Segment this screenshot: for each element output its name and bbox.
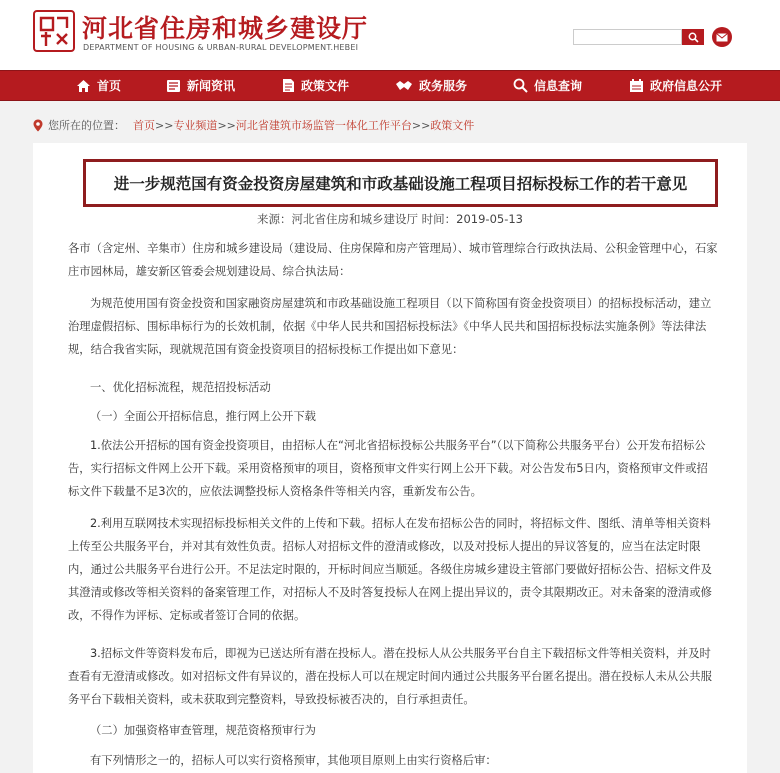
breadcrumb-home[interactable]: 首页 <box>133 119 155 132</box>
subsection-heading: （一）全面公开招标信息，推行网上公开下载 <box>90 410 316 423</box>
handshake-icon <box>395 79 413 93</box>
article-paragraph: 3.招标文件等资料发布后，即视为已送达所有潜在投标人。潜在投标人从公共服务平台自主下载招标文件等相关资料，并及时查看有无澄清或修改。如对招标文件有异议的，潜在投标人可以在规定时间内通过公共服务平台匿名提出。潜在投标人未从公共服务平台下载相关资料，或未获取到完整资料，导致投标被否决的，自行承担责任。 <box>68 647 712 706</box>
query-icon <box>513 78 528 93</box>
nav-item-query[interactable] <box>513 71 582 100</box>
nav-item-news[interactable] <box>166 71 235 100</box>
article-paragraph: 有下列情形之一的，招标人可以实行资格预审，其他项目原则上由实行资格后审： <box>90 754 497 767</box>
nav-item-label: 信息查询 <box>534 79 583 93</box>
article-paragraph: 为规范使用国有资金投资和国家融资房屋建筑和市政基础设施工程项目（以下简称国有资金投资项目）的招标投标活动，建立治理虚假招标、围标串标行为的长效机制，依据《中华人民共和国招标投标法》《中华人民共和国招标投标法实施条例》等法律法规，结合我省实际，现就规范国有资金投资项目的招标投标工作提出如下意见： <box>68 297 712 356</box>
nav-item-home[interactable] <box>76 71 121 100</box>
search-button[interactable] <box>682 29 704 45</box>
main-nav <box>0 70 780 101</box>
breadcrumb-separator: >> <box>155 118 174 132</box>
nav-item-label: 政府信息公开 <box>650 79 723 93</box>
breadcrumb-separator: >> <box>217 118 236 132</box>
breadcrumb <box>33 116 474 134</box>
breadcrumb-separator: >> <box>411 118 431 132</box>
search-input[interactable] <box>573 29 682 45</box>
news-icon <box>166 79 181 93</box>
breadcrumb-channel[interactable]: 专业频道 <box>173 119 218 132</box>
nav-item-services[interactable] <box>395 71 467 100</box>
section-heading: 一、优化招标流程，规范招投标活动 <box>90 381 271 394</box>
article-meta: 来源：河北省住房和城乡建设厅 时间：2019-05-13 <box>257 212 523 226</box>
department-logo[interactable] <box>33 10 75 52</box>
document-icon <box>282 78 295 93</box>
article-paragraph: 1.依法公开招标的国有资金投资项目，由招标人在“河北省招标投标公共服务平台”（以下简称公共服务平台）公开发布招标公告，实行招标文件网上公开下载。采用资格预审的项目，资格预审文件实行网上公开下载。对公告发布5日内，资格预审文件或招标文件下载量不足3次的，应依法调整投标人资格条件等相关内容，重新发布公告。 <box>68 439 708 498</box>
site-title: 河北省住房和城乡建设厅 <box>82 14 369 43</box>
nav-item-label: 首页 <box>97 79 122 93</box>
search-icon <box>688 32 699 43</box>
subsection-heading: （二）加强资格审查管理，规范资格预审行为 <box>90 724 316 737</box>
nav-item-policy[interactable] <box>282 71 349 100</box>
public-info-icon <box>629 79 644 93</box>
nav-item-public-info[interactable] <box>629 71 722 100</box>
article-paragraph: 各市（含定州、辛集市）住房和城乡建设局（建设局、住房保障和房产管理局）、城市管理综合行政执法局、公积金管理中心，石家庄市园林局，雄安新区管委会规划建设局、综合执法局： <box>68 242 718 278</box>
mail-button[interactable] <box>712 27 732 47</box>
mail-icon <box>716 33 728 42</box>
site-subtitle: DEPARTMENT OF HOUSING & URBAN-RURAL DEVELOPMENT.HEBEI <box>83 43 359 52</box>
nav-item-label: 政务服务 <box>419 79 468 93</box>
article-title: 进一步规范国有资金投资房屋建筑和市政基础设施工程项目招标投标工作的若干意见 <box>113 174 688 193</box>
home-icon <box>76 79 91 93</box>
site-header <box>0 0 780 70</box>
article-title-box <box>83 159 718 207</box>
breadcrumb-label: 您所在的位置： <box>48 119 125 132</box>
article-paragraph: 2.利用互联网技术实现招标投标相关文件的上传和下载。招标人在发布招标公告的同时，将招标文件、图纸、清单等相关资料上传至公共服务平台，并对其有效性负责。招标人对招标文件的澄清或修改，以及对投标人提出的异议答复的，应当在法定时限内，通过公共服务平台进行公开。不足法定时限的，开标时间应当顺延。各级住房城乡建设主管部门要做好招标公告、招标文件及其澄清或修改等相关资料的备案管理工作，对招标人不及时答复投标人在网上提出异议的，责令其限期改正。对未备案的澄清或修改，不得作为评标、定标或者签订合同的依据。 <box>68 517 712 622</box>
breadcrumb-platform[interactable]: 河北省建筑市场监管一体化工作平台 <box>235 119 412 132</box>
nav-item-label: 政策文件 <box>301 79 350 93</box>
breadcrumb-current[interactable]: 政策文件 <box>430 119 475 132</box>
nav-item-label: 新闻资讯 <box>187 79 236 93</box>
location-pin-icon <box>33 119 43 132</box>
